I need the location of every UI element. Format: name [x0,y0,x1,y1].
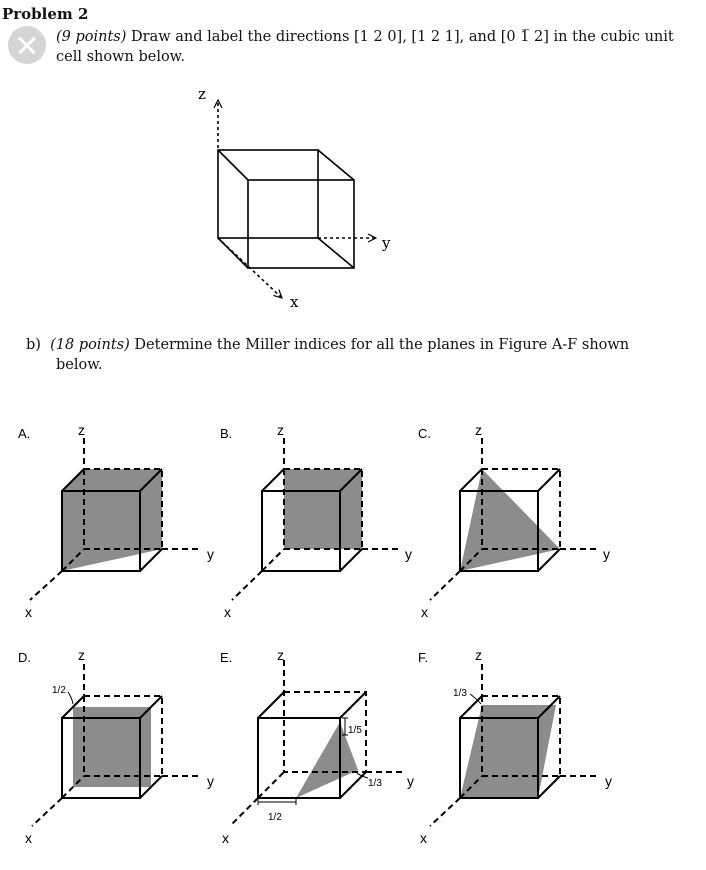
figure-d-z-label: z [78,647,85,663]
figure-a-label: A. [18,426,31,441]
figure-e-x-label: x [222,830,229,846]
figure-c [430,438,598,600]
figure-a [30,438,202,600]
part-a-z-label: z [198,85,206,103]
figure-b-y-label: y [405,546,412,562]
part-a-unit-cell [218,100,376,298]
problem-title: Problem 2 [2,5,89,23]
figure-d-y-label: y [207,773,214,789]
figure-c-z-label: z [475,422,482,438]
part-b-instruction-1: Determine the Miller indices for all the planes in Figure A-F shown [129,337,630,353]
figure-c-x-label: x [421,604,428,620]
part-a-x-label: x [290,293,299,311]
figure-a-z-label: z [78,422,85,438]
part-b-instruction-2: below. [56,357,103,373]
figure-b-x-label: x [224,604,231,620]
figure-e [230,660,404,826]
figure-e-z-label: z [277,647,284,663]
part-b-points: (18 points) [50,337,130,353]
figure-e-label: E. [220,650,233,665]
figure-c-label: C. [418,426,431,441]
part-b-letter: b) [26,337,41,353]
figure-e-y-label: y [407,773,414,789]
figure-e-intercept-y: 1/3 [368,778,382,789]
figure-d-label: D. [18,650,31,665]
figure-e-intercept-x: 1/2 [268,812,282,823]
figure-f-z-label: z [475,647,482,663]
figure-d-x-label: x [25,830,32,846]
figure-a-y-label: y [207,546,214,562]
figure-f-y-label: y [605,773,612,789]
figure-b [232,438,400,600]
figure-c-y-label: y [603,546,610,562]
figure-f-label: F. [418,650,429,665]
part-a-points: (9 points) [56,29,127,45]
figure-b-label: B. [220,426,233,441]
part-a-instruction: Draw and label the directions [1 2 0], [1 2 1], and [0 1̅ 2] in the cubic unit cell shown below. [56,29,674,65]
figure-e-intercept-z: 1/5 [348,725,362,736]
figure-f-intercept: 1/3 [453,688,467,699]
part-a-y-label: y [382,234,391,252]
figure-b-z-label: z [277,422,284,438]
figure-a-x-label: x [25,604,32,620]
figure-d-intercept: 1/2 [52,685,66,696]
figure-f-x-label: x [420,830,427,846]
